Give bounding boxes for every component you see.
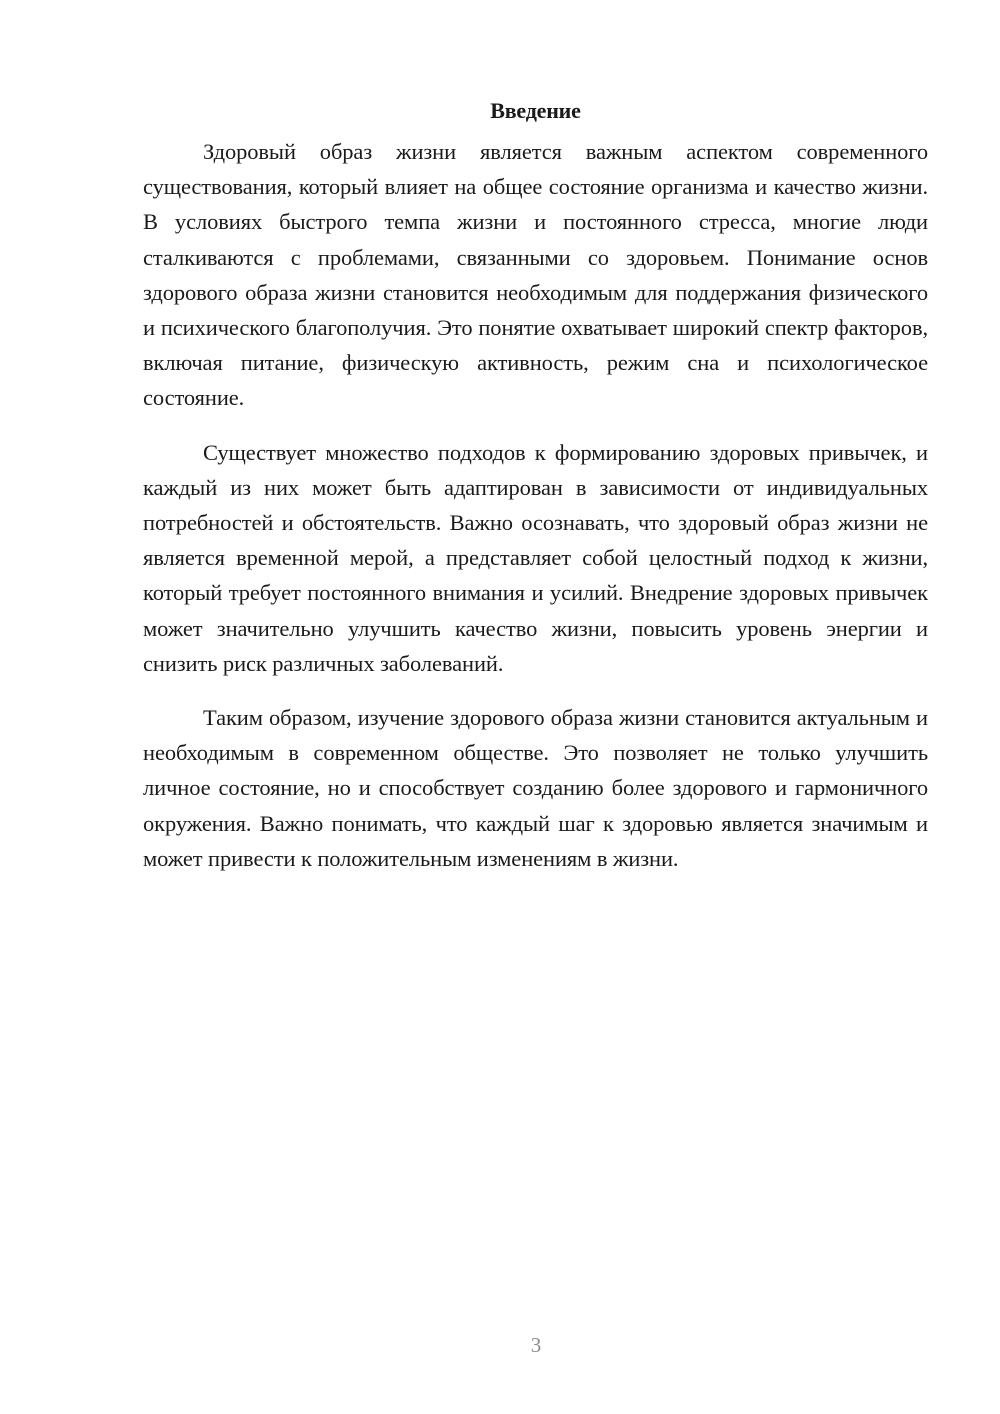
section-title: Введение [490, 98, 581, 123]
paragraph-3: Таким образом, изучение здорового образа жизни становится актуальным и необходимым в современном обществе. Это позволяет не только улучшить личное состояние, но и способствует созданию более здорового и гармоничного окружения. Важно понимать, что каждый шаг к здоровью является значимым и может привести к положительным изменениям в жизни. [143, 705, 928, 871]
page-number: 3 [530, 1333, 542, 1357]
paragraph-2: Существует множество подходов к формированию здоровых привычек, и каждый из них может быть адаптирован в зависимости от индивидуальных потребностей и обстоятельств. Важно осознавать, что здоровый образ жизни не является временной мерой, а представляет собой целостный подход к жизни, который требует постоянного внимания и усилий. Внедрение здоровых привычек может значительно улучшить качество жизни, повысить уровень энергии и снизить риск различных заболеваний. [143, 439, 928, 676]
document-page [143, 96, 928, 876]
paragraph-1: Здоровый образ жизни является важным аспектом современного существования, который влияет на общее состояние организма и качество жизни. В условиях быстрого темпа жизни и постоянного стресса, многие люди сталкиваются с проблемами, связанными со здоровьем. Понимание основ здорового образа жизни становится необходимым для поддержания физического и психического благополучия. Это понятие охватывает широкий спектр факторов, включая питание, физическую активность, режим сна и психологическое состояние. [143, 139, 928, 411]
